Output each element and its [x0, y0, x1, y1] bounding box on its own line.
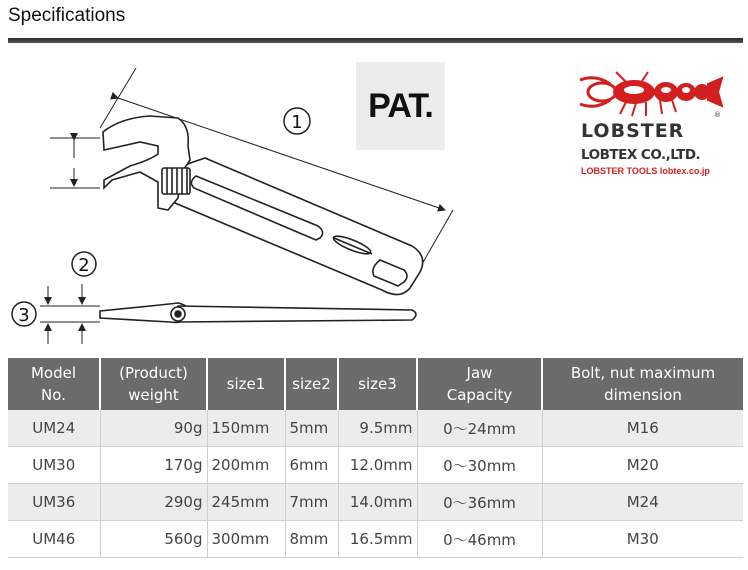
column-header-size3: [338, 358, 417, 410]
header-line: Capacity: [446, 386, 513, 404]
header-line: Jaw: [466, 364, 493, 382]
size2-dimension: [40, 284, 100, 344]
cell-size3: 14.0mm: [338, 484, 417, 521]
cell-size3: 12.0mm: [338, 447, 417, 484]
logo-brand-name: LOBSTER: [581, 120, 685, 142]
column-header-jaw-capacity: [417, 358, 542, 410]
table-row: [8, 484, 743, 521]
patent-badge: PAT.: [356, 62, 445, 150]
header-line: Bolt, nut maximum: [570, 364, 716, 382]
cell-jaw-capacity: 0〜46mm: [417, 521, 542, 558]
registered-mark: ®: [714, 111, 721, 119]
size1-callout: [284, 108, 310, 134]
cell-jaw-capacity: 0〜30mm: [417, 447, 542, 484]
header-line: Model: [30, 364, 77, 382]
header-line: (Product): [119, 364, 188, 382]
cell-bolt-nut-max: M24: [542, 484, 743, 521]
table-row: [8, 447, 743, 484]
cell-model: UM46: [8, 521, 100, 558]
column-header-weight: [100, 358, 207, 410]
column-header-model: [8, 358, 100, 410]
specifications-table: [8, 358, 743, 558]
header-line: size1: [226, 375, 266, 393]
cell-bolt-nut-max: M30: [542, 521, 743, 558]
header-line: No.: [41, 386, 66, 404]
cell-size1: 200mm: [207, 447, 285, 484]
cell-weight: 90g: [100, 410, 207, 447]
header-line: weight: [128, 386, 179, 404]
header-line: dimension: [604, 386, 682, 404]
column-header-size1: [207, 358, 285, 410]
logo-tagline: LOBSTER TOOLS lobtex.co.jp: [581, 166, 710, 176]
size2-callout: [72, 252, 96, 276]
page-title: Specifications: [8, 5, 126, 26]
cell-size1: 245mm: [207, 484, 285, 521]
cell-size1: 300mm: [207, 521, 285, 558]
cell-jaw-capacity: 0〜24mm: [417, 410, 542, 447]
cell-size2: 8mm: [285, 521, 338, 558]
cell-model: UM36: [8, 484, 100, 521]
cell-bolt-nut-max: M20: [542, 447, 743, 484]
cell-model: UM30: [8, 447, 100, 484]
size1-callout-label: 1: [291, 112, 303, 133]
cell-size3: 9.5mm: [338, 410, 417, 447]
cell-bolt-nut-max: M16: [542, 410, 743, 447]
cell-size2: 7mm: [285, 484, 338, 521]
lobster-icon: [576, 70, 726, 118]
cell-size3: 16.5mm: [338, 521, 417, 558]
cell-size1: 150mm: [207, 410, 285, 447]
cell-model: UM24: [8, 410, 100, 447]
table-row: [8, 521, 743, 558]
size2-callout-label: 2: [78, 255, 90, 276]
logo-company-name: LOBTEX CO.,LTD.: [581, 147, 701, 163]
cell-size2: 5mm: [285, 410, 338, 447]
header-line: size2: [292, 375, 331, 393]
cell-weight: 560g: [100, 521, 207, 558]
size3-callout-label: 3: [18, 305, 30, 326]
title-divider: [8, 38, 743, 43]
cell-weight: 290g: [100, 484, 207, 521]
header-line: size3: [358, 375, 397, 393]
table-row: [8, 410, 743, 447]
size3-callout: [12, 302, 36, 326]
column-header-bolt-nut-max: [542, 358, 743, 410]
brand-logo: [576, 70, 726, 182]
cell-weight: 170g: [100, 447, 207, 484]
table-header-row: [8, 358, 743, 410]
column-header-size2: [285, 358, 338, 410]
cell-size2: 6mm: [285, 447, 338, 484]
wrench-side-view: [100, 303, 416, 322]
cell-jaw-capacity: 0〜36mm: [417, 484, 542, 521]
jaw-dimension: [50, 138, 100, 188]
